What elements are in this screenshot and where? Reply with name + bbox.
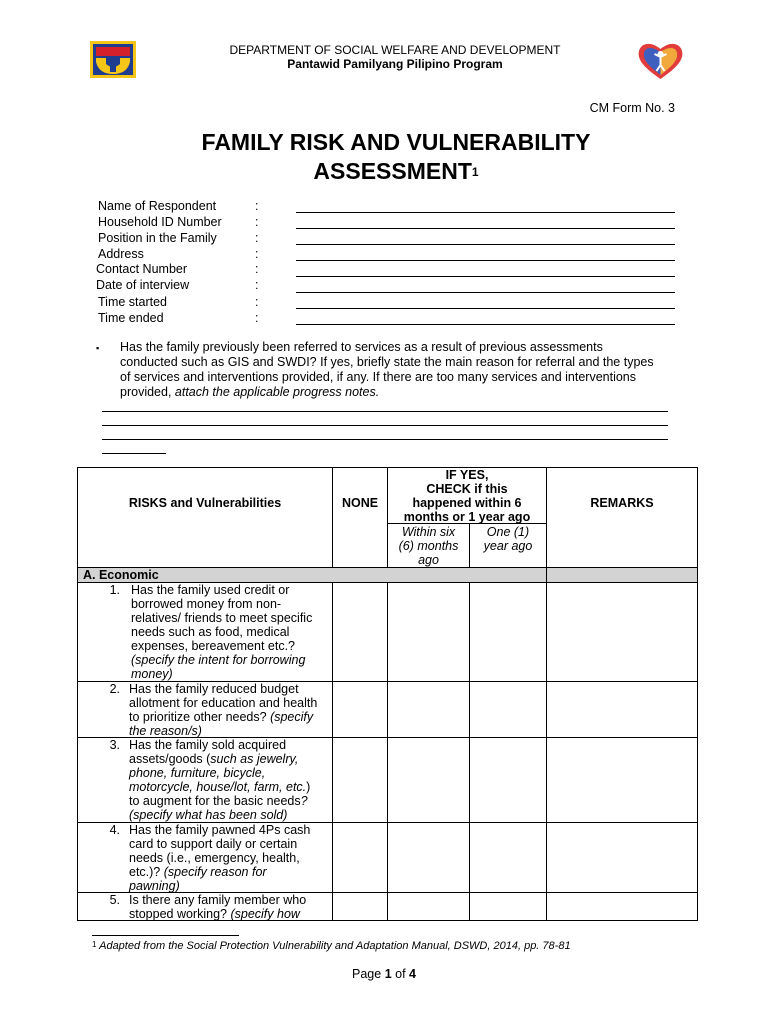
table-row-question: Has the family pawned 4Ps cash card to support daily or certain needs (i.e., emergency, health, etc.)? (specify reason for pawning) — [129, 823, 311, 893]
field-colon: : — [255, 231, 259, 245]
remarks-cell[interactable] — [547, 583, 697, 681]
within-six-months-check-cell[interactable] — [388, 583, 469, 681]
field-label-position: Position in the Family — [98, 231, 217, 245]
within-six-months-header: Within six (6) months ago — [398, 525, 459, 567]
row-number: 3. — [109, 738, 120, 752]
field-label-date: Date of interview — [96, 278, 190, 292]
row-number: 5. — [109, 893, 120, 907]
field-colon: : — [255, 215, 259, 229]
none-check-cell[interactable] — [333, 583, 387, 681]
page-number: Page 1 of 4 — [352, 967, 416, 981]
field-label-name: Name of Respondent — [98, 199, 217, 213]
table-row-question: Has the family sold acquired assets/goods (such as jewelry, phone, furniture, bicycle, motorcycle, house/lot, farm, etc.) to augment for the basic needs? (specify what has been sold) — [129, 738, 311, 822]
field-colon: : — [255, 311, 259, 325]
field-colon: : — [255, 247, 259, 261]
field-colon: : — [255, 278, 259, 292]
one-year-check-cell[interactable] — [470, 583, 546, 681]
page-title: FAMILY RISK AND VULNERABILITY ASSESSMENT$^1$ — [201, 129, 591, 184]
form-number: CM Form No. 3 — [589, 101, 675, 115]
risks-header: RISKS and Vulnerabilities — [128, 496, 282, 510]
field-label-time-started: Time started — [98, 295, 168, 309]
bullet-icon: ▪ — [96, 343, 100, 353]
footnote-divider — [92, 935, 239, 936]
table-row-question: Has the family reduced budget allotment for education and health to prioritize other needs? (specify the reason/s) — [129, 682, 318, 738]
if-yes-header: IF YES, CHECK if this happened within 6 months or 1 year ago — [403, 468, 531, 524]
field-label-address: Address — [98, 247, 144, 261]
table-row-question: Is there any family member who stopped working? (specify how — [129, 893, 307, 921]
field-colon: : — [255, 199, 259, 213]
footnote-ref: 1 — [471, 165, 479, 179]
field-label-time-ended: Time ended — [98, 311, 164, 325]
remarks-header: REMARKS — [590, 496, 654, 510]
row-number: 4. — [109, 823, 120, 837]
field-label-contact: Contact Number — [96, 262, 188, 276]
row-number: 2. — [109, 682, 120, 696]
department-name: DEPARTMENT OF SOCIAL WELFARE AND DEVELOPMENT — [229, 43, 561, 57]
field-colon: : — [255, 262, 259, 276]
referral-question: Has the family previously been referred to services as a result of previous assessments conducted such as GIS and SWDI? If yes, briefly state the main reason for referral and the types of services and interventions provided, if any. If there are too many services and interventions provided, attach the applicable progress notes. — [120, 340, 654, 399]
program-name: Pantawid Pamilyang Pilipino Program — [287, 57, 503, 71]
field-colon: : — [255, 295, 259, 309]
row-number: 1. — [109, 583, 120, 597]
field-label-household-id: Household ID Number — [98, 215, 222, 229]
none-header: NONE — [341, 496, 379, 510]
footnote: $^1$ Adapted from the Social Protection Vulnerability and Adaptation Manual, DSWD, 2014, pp. 78-81 — [92, 940, 571, 952]
table-row-question: Has the family used credit or borrowed money from non- relatives/ friends to meet specific needs such as food, medical expenses, bereavement etc.? (specify the intent for borrowing money) — [131, 583, 313, 681]
section-economic: A. Economic — [83, 568, 159, 582]
one-year-header: One (1) year ago — [483, 525, 533, 553]
